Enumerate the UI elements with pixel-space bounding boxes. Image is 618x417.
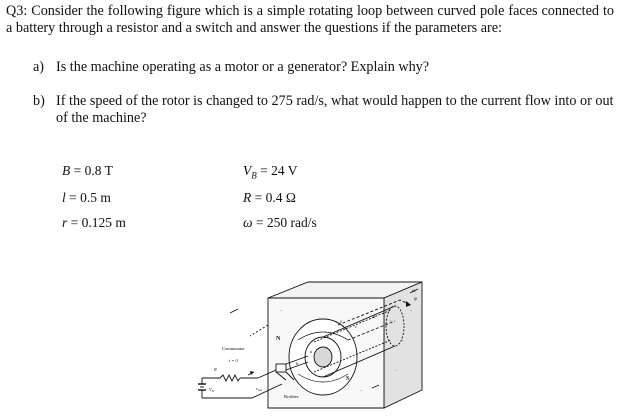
param-l: l = 0.5 m: [62, 190, 111, 205]
question-text: Q3: Consider the following figure which is a simple rotating loop between curved pole faces connected to a battery through a resistor and a switch and answer the questions if the parameters are:: [6, 3, 614, 36]
loop-label-a: a: [310, 349, 313, 354]
part-b-text: If the speed of the rotor is changed to 275 rad/s, what would happen to the current flow into or out of the machine?: [56, 93, 614, 126]
loop-label-b: b: [296, 361, 299, 366]
battery-label: $V_B$: [209, 387, 214, 393]
param-b: B = 0.8 T: [62, 163, 113, 178]
param-vb: $V_B = 24$ V: [243, 163, 298, 181]
part-a-text: Is the machine operating as a motor or a generator? Explain why?: [56, 59, 430, 75]
pole-s-label: S: [346, 376, 350, 382]
commutator-label: Commutator: [222, 346, 245, 351]
part-a-label: a): [33, 59, 45, 75]
param-r: r = 0.125 m: [62, 215, 126, 230]
pole-n-label: N: [276, 336, 281, 342]
eind-label: $e_{ind}$: [256, 386, 262, 392]
machine-figure: [190, 280, 614, 417]
omega-label: ω: [412, 289, 416, 294]
part-b-label: b): [33, 93, 45, 109]
velocity-label: v: [340, 320, 343, 325]
resistor-label: R: [214, 367, 217, 372]
flux-label: φ: [414, 297, 417, 302]
param-omega: ω = 250 rad/s: [243, 215, 317, 230]
current-label: i = 0: [229, 358, 238, 363]
loop-label-d: d: [373, 314, 376, 319]
param-resistance: R = 0.4 Ω: [243, 190, 296, 205]
loop-label-c: c: [355, 324, 357, 329]
brushes-label: Brushes: [284, 394, 299, 399]
